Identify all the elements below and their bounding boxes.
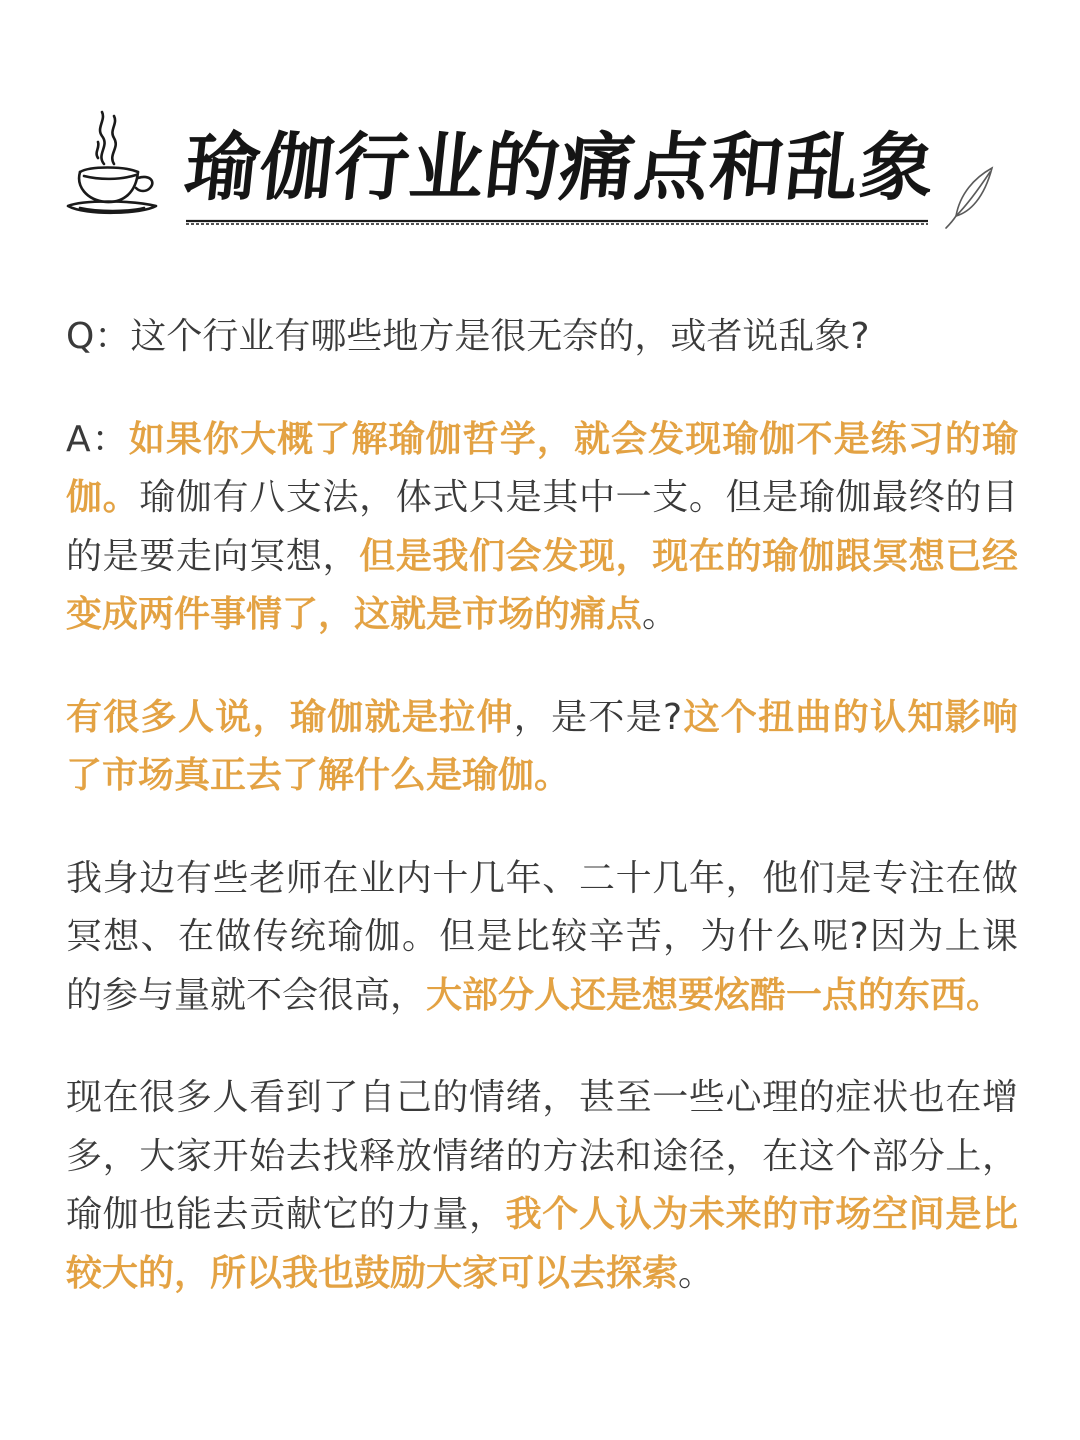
leaf-icon (944, 164, 1000, 232)
answer-paragraph (66, 411, 1018, 645)
question-text: Q：这个行业有哪些地方是很无奈的，或者说乱象? (66, 316, 870, 357)
title-underline (186, 218, 928, 226)
para4-text-2: 。 (678, 1252, 715, 1294)
article-body (66, 308, 1018, 1347)
para2-highlight-2: 这个扭曲的认知影响了市场真正去了解什么是瑜伽。 (66, 696, 1018, 796)
para2-highlight-1: 有很多人说，瑜伽就是拉伸 (66, 696, 514, 738)
answer-highlight-2: 但是我们会发现，现在的瑜伽跟冥想已经变成两件事情了，这就是市场的痛点 (66, 535, 1018, 635)
para4-highlight-1: 我个人认为未来的市场空间是比较大的，所以我也鼓励大家可以去探索 (66, 1194, 1018, 1294)
answer-prefix: A： (66, 418, 129, 460)
page-title: 瑜伽行业的痛点和乱象 (180, 125, 940, 211)
answer-text-2: 。 (642, 594, 679, 635)
answer-highlight-1: 如果你大概了解瑜伽哲学，就会发现瑜伽不是练习的瑜伽。 (66, 418, 1018, 518)
answer-text-1: 瑜伽有八支法，体式只是其中一支。但是瑜伽最终的目的是要走向冥想， (66, 477, 1018, 577)
para2-text-1: ，是不是? (513, 696, 683, 738)
coffee-cup-icon (62, 108, 162, 220)
para4-text-1: 现在很多人看到了自己的情绪，甚至一些心理的症状也在增多，大家开始去找释放情绪的方法和途径，在这个部分上，瑜伽也能去贡献它的力量， (66, 1077, 1018, 1235)
question-paragraph (66, 308, 1018, 367)
para3-text-1: 我身边有些老师在业内十几年、二十几年，他们是专注在做冥想、在做传统瑜伽。但是比较辛苦，为什么呢?因为上课的参与量就不会很高， (66, 857, 1018, 1016)
para3-highlight-1: 大部分人还是想要炫酷一点的东西。 (426, 974, 1003, 1016)
header (0, 0, 1080, 250)
paragraph-2 (66, 689, 1018, 806)
paragraph-4 (66, 1069, 1018, 1303)
paragraph-3 (66, 850, 1018, 1026)
